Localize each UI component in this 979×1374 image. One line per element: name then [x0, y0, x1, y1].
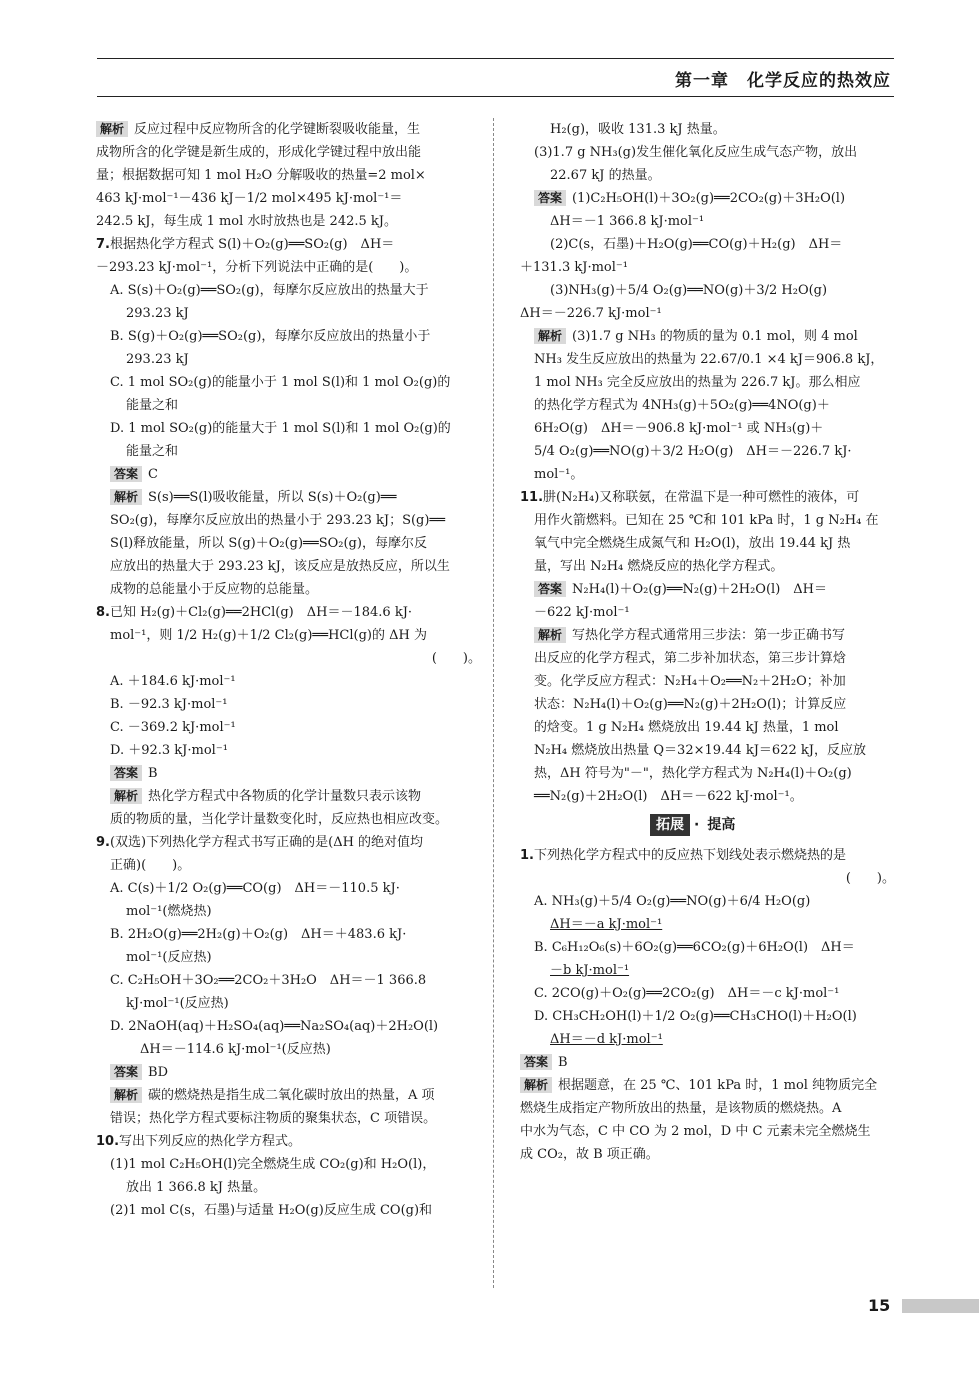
text-line — [96, 1084, 481, 1107]
line-text: (1)C₂H₅OH(l)＋3O₂(g)══2CO₂(g)＋3H₂O(l) — [572, 191, 846, 206]
line-text: 写出下列反应的热化学方程式。 — [119, 1134, 302, 1149]
text-line — [520, 844, 895, 867]
text-line — [96, 647, 481, 670]
line-text: 能量之和 — [126, 444, 179, 459]
text-line — [520, 1028, 895, 1051]
analysis-tag: 解析 — [520, 1077, 552, 1093]
text-line — [96, 1176, 481, 1199]
text-line — [96, 739, 481, 762]
line-text: 错误；热化学方程式要标注物质的聚集状态，C 项错误。 — [110, 1111, 437, 1126]
line-text: mol⁻¹，则 1/2 H₂(g)＋1/2 Cl₂(g)══HCl(g)的 ΔH 为 — [110, 628, 427, 643]
text-line — [96, 486, 481, 509]
line-text: BD — [148, 1065, 168, 1080]
header-rule-bottom — [97, 96, 894, 97]
line-text: B. －92.3 kJ·mol⁻¹ — [110, 697, 228, 712]
text-line — [520, 394, 895, 417]
line-text: ( )。 — [431, 651, 481, 666]
line-text: SO₂(g)，每摩尔反应放出的热量小于 293.23 kJ；S(g)══ — [110, 513, 446, 528]
line-text: A. NH₃(g)＋5/4 O₂(g)══NO(g)＋6/4 H₂O(g) — [534, 894, 811, 909]
line-text: A. ＋184.6 kJ·mol⁻¹ — [110, 674, 236, 689]
line-text: (双选)下列热化学方程式书写正确的是(ΔH 的绝对值均 — [109, 835, 424, 850]
analysis-tag: 解析 — [534, 328, 566, 344]
text-line — [96, 1199, 481, 1222]
text-line — [96, 601, 481, 624]
text-line — [520, 785, 895, 808]
line-text: B — [148, 766, 158, 781]
text-line — [96, 187, 481, 210]
line-text: 根据热化学方程式 S(l)＋O₂(g)══SO₂(g) ΔH＝ — [109, 237, 395, 252]
column-divider — [493, 118, 494, 1288]
text-line — [96, 923, 481, 946]
line-text: －622 kJ·mol⁻¹ — [534, 605, 630, 620]
line-text: ( )。 — [845, 871, 895, 886]
line-text: kJ·mol⁻¹(反应热) — [126, 996, 229, 1011]
text-line — [520, 417, 895, 440]
page-number-bar — [902, 1299, 979, 1313]
text-line — [520, 867, 895, 890]
line-text: A. S(s)＋O₂(g)══SO₂(g)，每摩尔反应放出的热量大于 — [110, 283, 429, 298]
line-text: 成 CO₂，故 B 项正确。 — [520, 1147, 659, 1162]
answer-tag: 答案 — [110, 466, 142, 482]
answer-tag: 答案 — [110, 765, 142, 781]
text-line — [96, 808, 481, 831]
text-line — [520, 1051, 895, 1074]
text-line — [96, 555, 481, 578]
line-text: 根据题意，在 25 ℃、101 kPa 时，1 mol 纯物质完全 — [558, 1078, 878, 1093]
text-line — [96, 992, 481, 1015]
line-text: 出反应的化学方程式，第二步补加状态，第三步计算焓 — [534, 651, 847, 666]
extension-label: 拓展 — [650, 814, 690, 836]
line-text: (2)C(s，石墨)＋H₂O(g)══CO(g)＋H₂(g) ΔH＝ — [550, 237, 843, 252]
text-line — [96, 578, 481, 601]
text-line — [96, 509, 481, 532]
text-line — [96, 325, 481, 348]
text-line — [520, 118, 895, 141]
text-line — [96, 417, 481, 440]
line-text: ΔH＝－226.7 kJ·mol⁻¹ — [520, 306, 662, 321]
text-line — [96, 463, 481, 486]
line-text: 的热化学方程式为 4NH₃(g)＋5O₂(g)══4NO(g)＋ — [534, 398, 830, 413]
text-line — [520, 302, 895, 325]
line-text: 状态：N₂H₄(l)＋O₂(g)══N₂(g)＋2H₂O(l)；计算反应 — [534, 697, 847, 712]
line-text: (3)1.7 g NH₃ 的物质的量为 0.1 mol，则 4 mol — [572, 329, 858, 344]
text-line — [96, 624, 481, 647]
text-line — [520, 578, 895, 601]
line-text: ＋131.3 kJ·mol⁻¹ — [520, 260, 628, 275]
page-number: 15 — [868, 1296, 891, 1315]
text-line — [520, 279, 895, 302]
line-text: 242.5 kJ，每生成 1 mol 水时放热也是 242.5 kJ。 — [96, 214, 397, 229]
text-line — [96, 532, 481, 555]
text-line — [96, 256, 481, 279]
text-line — [96, 854, 481, 877]
line-text: D. CH₃CH₂OH(l)＋1/2 O₂(g)══CH₃CHO(l)＋H₂O(l) — [534, 1009, 857, 1024]
line-text: 正确)( )。 — [110, 858, 191, 873]
text-line — [96, 1107, 481, 1130]
line-text: (3)NH₃(g)＋5/4 O₂(g)══NO(g)＋3/2 H₂O(g) — [550, 283, 828, 298]
text-line — [96, 1130, 481, 1153]
line-text: ΔH＝－a kJ·mol⁻¹ — [550, 917, 663, 932]
line-text: 成物的总能量小于反应物的总能量。 — [110, 582, 319, 597]
question-number: 7. — [96, 237, 110, 252]
text-line — [96, 900, 481, 923]
text-line — [520, 624, 895, 647]
text-line — [96, 348, 481, 371]
text-line — [96, 279, 481, 302]
text-line — [96, 440, 481, 463]
answer-tag: 答案 — [110, 1064, 142, 1080]
improve-label: 提高 — [707, 817, 736, 833]
line-text: 量，写出 N₂H₄ 燃烧反应的热化学方程式。 — [534, 559, 784, 574]
answer-tag: 答案 — [534, 190, 566, 206]
text-line — [520, 256, 895, 279]
line-text: B. C₆H₁₂O₆(s)＋6O₂(g)══6CO₂(g)＋6H₂O(l) ΔH＝ — [534, 940, 855, 955]
line-text: ΔH＝－1 366.8 kJ·mol⁻¹ — [550, 214, 705, 229]
question-number: 9. — [96, 835, 110, 850]
text-line — [96, 371, 481, 394]
line-text: (1)1 mol C₂H₅OH(l)完全燃烧生成 CO₂(g)和 H₂O(l)， — [110, 1157, 436, 1172]
left-column — [96, 118, 481, 1222]
text-line — [96, 946, 481, 969]
line-text: D. 2NaOH(aq)＋H₂SO₄(aq)══Na₂SO₄(aq)＋2H₂O(l) — [110, 1019, 439, 1034]
line-text: 氧气中完全燃烧生成氮气和 H₂O(l)，放出 19.44 kJ 热 — [534, 536, 851, 551]
text-line — [96, 670, 481, 693]
analysis-tag: 解析 — [110, 1087, 142, 1103]
line-text: C. 1 mol SO₂(g)的能量小于 1 mol S(l)和 1 mol O₂(g)的 — [110, 375, 451, 390]
line-text: －b kJ·mol⁻¹ — [550, 963, 630, 978]
text-line — [520, 739, 895, 762]
text-line — [96, 877, 481, 900]
right-column — [520, 118, 895, 1166]
answer-tag: 答案 — [520, 1054, 552, 1070]
extension-separator: · — [694, 817, 700, 833]
text-line — [96, 1015, 481, 1038]
text-line — [520, 325, 895, 348]
line-text: ΔH＝－114.6 kJ·mol⁻¹(反应热) — [140, 1042, 331, 1057]
line-text: 用作火箭燃料。已知在 25 ℃和 101 kPa 时，1 g N₂H₄ 在 — [534, 513, 879, 528]
text-line — [96, 969, 481, 992]
line-text: D. 1 mol SO₂(g)的能量大于 1 mol S(l)和 1 mol O₂(g)的 — [110, 421, 451, 436]
text-line — [520, 509, 895, 532]
text-line — [96, 141, 481, 164]
analysis-tag: 解析 — [534, 627, 566, 643]
line-text: 热，ΔH 符号为"－"，热化学方程式为 N₂H₄(l)＋O₂(g) — [534, 766, 852, 781]
analysis-tag: 解析 — [110, 788, 142, 804]
text-line — [520, 1143, 895, 1166]
text-line — [520, 670, 895, 693]
extension-heading — [650, 814, 895, 838]
line-text: －293.23 kJ·mol⁻¹，分析下列说法中正确的是( )。 — [96, 260, 418, 275]
line-text: 下列热化学方程式中的反应热下划线处表示燃烧热的是 — [533, 848, 846, 863]
header-rule-top — [97, 58, 894, 59]
line-text: 质的物质的量，当化学计量数变化时，反应热也相应改变。 — [110, 812, 449, 827]
line-text: A. C(s)＋1/2 O₂(g)══CO(g) ΔH＝－110.5 kJ· — [110, 881, 400, 896]
line-text: ΔH＝－d kJ·mol⁻¹ — [550, 1032, 663, 1047]
text-line — [96, 210, 481, 233]
line-text: 热化学方程式中各物质的化学计量数只表示该物 — [148, 789, 422, 804]
text-line — [96, 164, 481, 187]
text-line — [520, 210, 895, 233]
question-number: 1. — [520, 848, 534, 863]
text-line — [96, 302, 481, 325]
line-text: N₂H₄(l)＋O₂(g)══N₂(g)＋2H₂O(l) ΔH＝ — [572, 582, 827, 597]
line-text: 5/4 O₂(g)══NO(g)＋3/2 H₂O(g) ΔH＝－226.7 kJ· — [534, 444, 852, 459]
line-text: 463 kJ·mol⁻¹－436 kJ－1/2 mol×495 kJ·mol⁻¹＝ — [96, 191, 403, 206]
text-line — [520, 164, 895, 187]
text-line — [96, 716, 481, 739]
line-text: mol⁻¹。 — [534, 467, 584, 482]
text-line — [520, 647, 895, 670]
text-line — [96, 1038, 481, 1061]
text-line — [520, 1120, 895, 1143]
line-text: NH₃ 发生反应放出的热量为 22.67/0.1 ×4 kJ＝906.8 kJ， — [534, 352, 884, 367]
line-text: 中水为气态，C 中 CO 为 2 mol，D 中 C 元素未完全燃烧生 — [520, 1124, 871, 1139]
text-line — [520, 1005, 895, 1028]
line-text: 燃烧生成指定产物所放出的热量，是该物质的燃烧热。A — [520, 1101, 842, 1116]
line-text: C. －369.2 kJ·mol⁻¹ — [110, 720, 236, 735]
text-line — [96, 831, 481, 854]
answer-tag: 答案 — [534, 581, 566, 597]
line-text: D. ＋92.3 kJ·mol⁻¹ — [110, 743, 228, 758]
text-line — [520, 233, 895, 256]
line-text: 6H₂O(g) ΔH＝－906.8 kJ·mol⁻¹ 或 NH₃(g)＋ — [534, 421, 824, 436]
text-line — [520, 486, 895, 509]
text-line — [520, 913, 895, 936]
text-line — [520, 440, 895, 463]
line-text: B. 2H₂O(g)══2H₂(g)＋O₂(g) ΔH＝＋483.6 kJ· — [110, 927, 407, 942]
text-line — [96, 233, 481, 256]
text-line — [520, 348, 895, 371]
analysis-tag: 解析 — [110, 489, 142, 505]
text-line — [520, 532, 895, 555]
text-line — [96, 785, 481, 808]
question-number: 10. — [96, 1134, 120, 1149]
line-text: ══N₂(g)＋2H₂O(l) ΔH＝－622 kJ·mol⁻¹。 — [534, 789, 803, 804]
line-text: 22.67 kJ 的热量。 — [550, 168, 661, 183]
text-line — [520, 555, 895, 578]
line-text: mol⁻¹(燃烧热) — [126, 904, 212, 919]
text-line — [96, 118, 481, 141]
line-text: 肼(N₂H₄)又称联氨，在常温下是一种可燃性的液体，可 — [543, 490, 860, 505]
text-line — [520, 890, 895, 913]
line-text: C. 2CO(g)＋O₂(g)══2CO₂(g) ΔH＝－c kJ·mol⁻¹ — [534, 986, 840, 1001]
question-number: 8. — [96, 605, 110, 620]
line-text: C — [148, 467, 158, 482]
line-text: 能量之和 — [126, 398, 179, 413]
text-line — [520, 141, 895, 164]
line-text: mol⁻¹(反应热) — [126, 950, 212, 965]
text-line — [520, 982, 895, 1005]
line-text: N₂H₄ 燃烧放出热量 Q＝32×19.44 kJ＝622 kJ，反应放 — [534, 743, 866, 758]
line-text: 1 mol NH₃ 完全反应放出的热量为 226.7 kJ。那么相应 — [534, 375, 861, 390]
line-text: 的焓变。1 g N₂H₄ 燃烧放出 19.44 kJ 热量，1 mol — [534, 720, 839, 735]
text-line — [520, 762, 895, 785]
line-text: C. C₂H₅OH＋3O₂══2CO₂＋3H₂O ΔH＝－1 366.8 — [110, 973, 427, 988]
line-text: 量；根据数据可知 1 mol H₂O 分解吸收的热量=2 mol× — [96, 168, 426, 183]
line-text: H₂(g)，吸收 131.3 kJ 热量。 — [550, 122, 726, 137]
line-text: 反应过程中反应物所含的化学键断裂吸收能量，生 — [134, 122, 421, 137]
analysis-tag: 解析 — [96, 121, 128, 137]
line-text: 放出 1 366.8 kJ 热量。 — [126, 1180, 267, 1195]
line-text: (2)1 mol C(s，石墨)与适量 H₂O(g)反应生成 CO(g)和 — [110, 1203, 433, 1218]
text-line — [520, 601, 895, 624]
line-text: (3)1.7 g NH₃(g)发生催化氧化反应生成气态产物，放出 — [534, 145, 858, 160]
text-line — [96, 693, 481, 716]
line-text: 应放出的热量大于 293.23 kJ，该反应是放热反应，所以生 — [110, 559, 450, 574]
text-line — [96, 1061, 481, 1084]
line-text: 已知 H₂(g)＋Cl₂(g)══2HCl(g) ΔH＝－184.6 kJ· — [109, 605, 413, 620]
text-line — [520, 463, 895, 486]
line-text: B. S(g)＋O₂(g)══SO₂(g)，每摩尔反应放出的热量小于 — [110, 329, 431, 344]
line-text: 变。化学反应方程式：N₂H₄＋O₂══N₂＋2H₂O；补加 — [534, 674, 846, 689]
text-line — [520, 959, 895, 982]
text-line — [520, 693, 895, 716]
line-text: 293.23 kJ — [126, 352, 189, 367]
text-line — [520, 936, 895, 959]
text-line — [96, 762, 481, 785]
text-line — [520, 187, 895, 210]
line-text: 成物所含的化学键是新生成的，形成化学键过程中放出能 — [96, 145, 422, 160]
line-text: B — [558, 1055, 568, 1070]
text-line — [96, 394, 481, 417]
question-number: 11. — [520, 490, 544, 505]
line-text: S(l)释放能量，所以 S(g)＋O₂(g)══SO₂(g)，每摩尔反 — [110, 536, 427, 551]
text-line — [520, 1097, 895, 1120]
line-text: S(s)══S(l)吸收能量，所以 S(s)＋O₂(g)══ — [148, 490, 397, 505]
text-line — [96, 1153, 481, 1176]
text-line — [520, 716, 895, 739]
text-line — [520, 1074, 895, 1097]
text-line — [520, 371, 895, 394]
chapter-title: 第一章 化学反应的热效应 — [675, 71, 891, 91]
line-text: 293.23 kJ — [126, 306, 189, 321]
line-text: 碳的燃烧热是指生成二氧化碳时放出的热量，A 项 — [148, 1088, 435, 1103]
line-text: 写热化学方程式通常用三步法：第一步正确书写 — [572, 628, 846, 643]
